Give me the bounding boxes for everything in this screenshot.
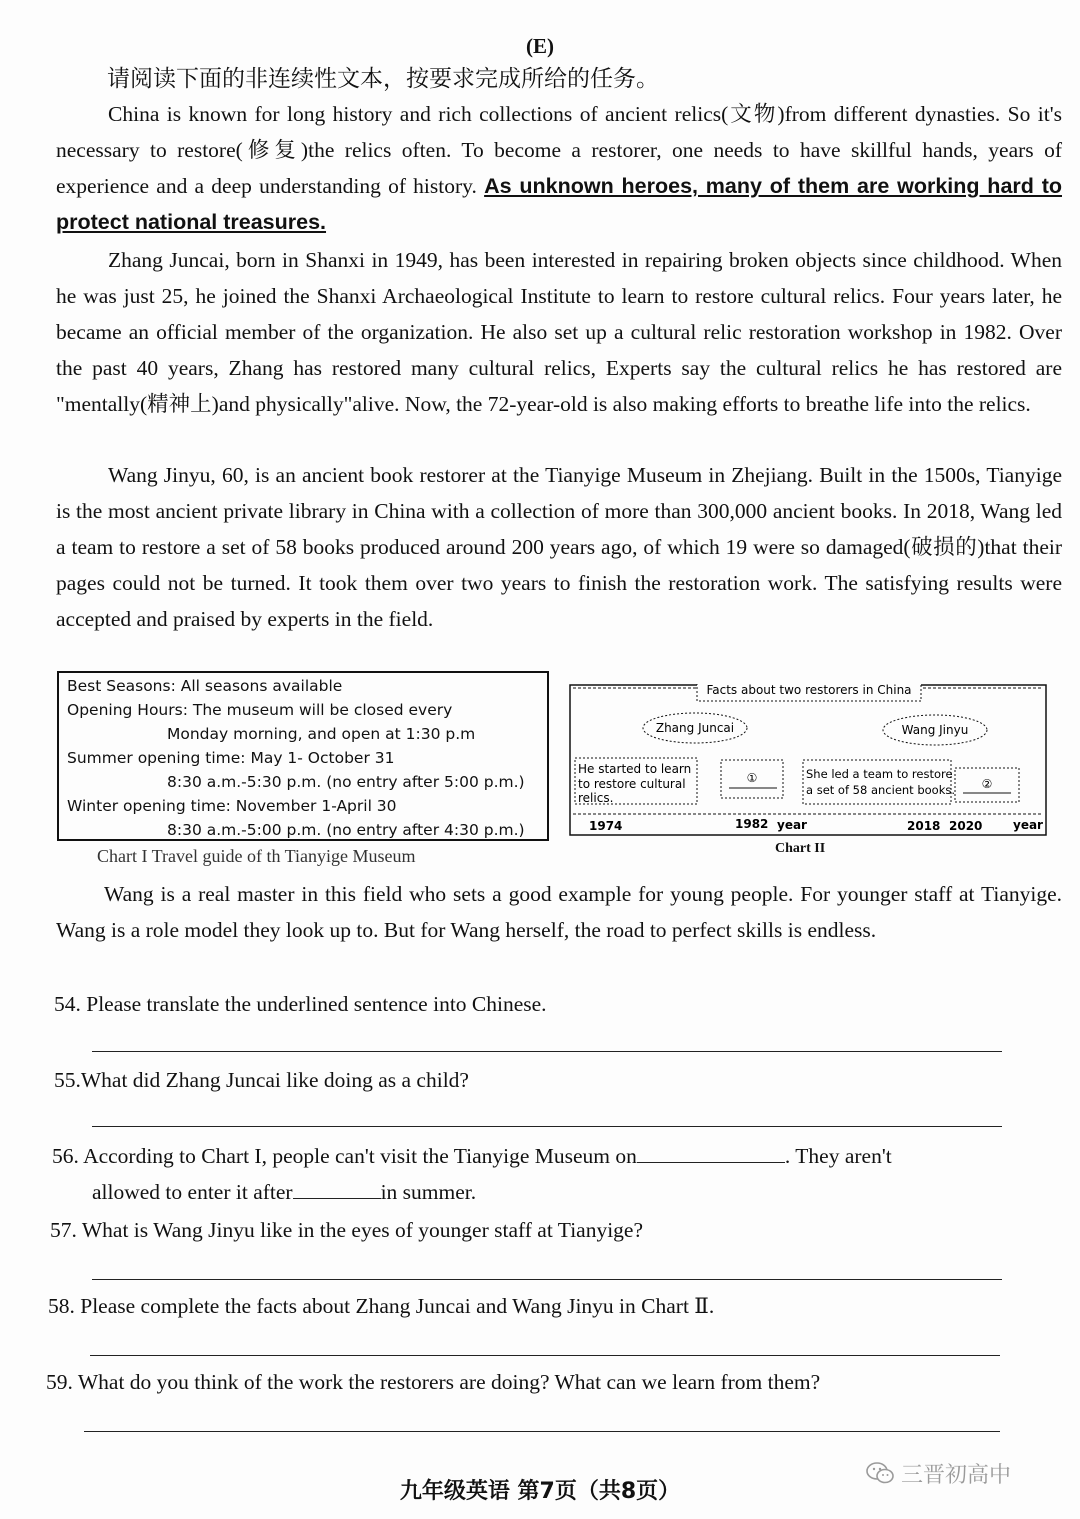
zhang-label: Zhang Juncai (655, 721, 735, 735)
blank2-marker: ② (981, 777, 993, 791)
question-56-cont (92, 1174, 476, 1210)
zhang-fact-line: relics. (578, 791, 614, 805)
q56-blank-time[interactable] (293, 1178, 381, 1199)
wang-fact-line: She led a team to restore (806, 767, 953, 781)
guide-line: Winter opening time: November 1-April 30 (67, 797, 397, 815)
underlined-sentence: As unknown heroes, many of them are working hard to protect national treasures. (56, 174, 1062, 234)
wechat-icon (865, 1460, 895, 1486)
question-56 (52, 1138, 892, 1174)
guide-line: Summer opening time: May 1- October 31 (67, 749, 395, 767)
year-axis-label: year (1013, 818, 1043, 832)
q56-text: in summer. (380, 1180, 477, 1204)
year-tick: 2018 (907, 819, 941, 833)
q56-text: 56. According to Chart I, people can't visit the Tianyige Museum on (52, 1144, 637, 1168)
q56-blank-day[interactable] (637, 1142, 785, 1163)
guide-line: 8:30 a.m.-5:30 p.m. (no entry after 5:00 p.m.) (167, 773, 525, 791)
question-54: 54. Please translate the underlined sentence into Chinese. (54, 992, 547, 1016)
guide-line: Opening Hours: The museum will be closed every (67, 701, 453, 719)
answer-line-58[interactable] (90, 1355, 1000, 1356)
guide-line: Monday morning, and open at 1:30 p.m (167, 725, 476, 743)
year-tick: 1982 (735, 817, 769, 831)
answer-line-57[interactable] (92, 1279, 1002, 1280)
wang-label: Wang Jinyu (901, 723, 969, 737)
question-55: 55.What did Zhang Juncai like doing as a child? (54, 1068, 469, 1092)
chart2-title: Facts about two restorers in China (706, 684, 912, 697)
paragraph-conclusion: Wang is a real master in this field who sets a good example for young people. For younger staff at Tianyige. Wang is a role model they look up to. But for Wang herself, the road to perfect skills is endless. (56, 882, 1062, 942)
guide-line: Best Seasons: All seasons available (67, 677, 343, 695)
question-57: 57. What is Wang Jinyu like in the eyes of younger staff at Tianyige? (50, 1218, 644, 1242)
q56-text: . They aren't (784, 1144, 892, 1168)
blank1-marker: ① (746, 771, 758, 785)
year-tick: 1974 (589, 819, 623, 833)
paragraph-zhang: Zhang Juncai, born in Shanxi in 1949, has been interested in repairing broken objects since childhood. When he was just 25, he joined the Shanxi Archaeological Institute to learn to restore cultural relics. Four years later, he became an official member of the organization. He also set up a cultural relic restoration workshop in 1982. Over the past 40 years, Zhang has restored many cultural relics, Experts say the cultural relics he has restored are "mentally(精神上)and physically"alive. Now, the 72-year-old is also making efforts to breathe life into the relics. (56, 248, 1062, 416)
year-axis-label: year (777, 818, 807, 832)
zhang-fact-line: to restore cultural (578, 777, 686, 791)
instruction-text: 请阅读下面的非连续性文本，按要求完成所给的任务。 (107, 66, 659, 92)
answer-line-54[interactable] (92, 1051, 1002, 1052)
paragraph-intro-text: China is known for long history and rich collections of ancient relics(文物)from different dynasties. So it's necessary to restore(修复)the relics often. To become a restorer, one needs to have skillful hands, years of experience and a deep understanding of history. (56, 102, 1062, 198)
q56-text: allowed to enter it after (92, 1180, 293, 1204)
guide-line: 8:30 a.m.-5:00 p.m. (no entry after 4:30 p.m.) (167, 821, 525, 839)
paragraph-wang: Wang Jinyu, 60, is an ancient book restorer at the Tianyige Museum in Zhejiang. Built in the 1500s, Tianyige is the most ancient private library in China with a collection of more than 300,000 ancient books. In 2018, Wang led a team to restore a set of 58 books produced around 200 years ago, of which 19 were so damaged(破损的)that their pages could not be turned. It took them over two years to finish the restoration work. The satisfying results were accepted and praised by experts in the field. (56, 463, 1062, 631)
watermark-text: 三晋初高中 (901, 1462, 1012, 1488)
chart-restorers-timeline (569, 684, 1047, 838)
zhang-fact-line: He started to learn (578, 762, 692, 776)
section-label: (E) (526, 34, 554, 58)
answer-line-59[interactable] (84, 1431, 1000, 1432)
watermark (865, 1458, 1065, 1488)
page-footer: 九年级英语 第7页（共8页） (399, 1479, 681, 1504)
paragraph-intro (56, 96, 1062, 240)
year-tick: 2020 (949, 819, 983, 833)
answer-line-55[interactable] (92, 1126, 1002, 1127)
question-59: 59. What do you think of the work the restorers are doing? What can we learn from them? (46, 1370, 821, 1394)
wang-fact-line: a set of 58 ancient books. (806, 783, 956, 797)
chart1-caption: Chart I Travel guide of th Tianyige Museum (97, 846, 416, 866)
question-58: 58. Please complete the facts about Zhang Juncai and Wang Jinyu in Chart Ⅱ. (48, 1294, 715, 1318)
chart-travel-guide (57, 671, 549, 841)
chart2-caption: Chart II (775, 841, 826, 856)
